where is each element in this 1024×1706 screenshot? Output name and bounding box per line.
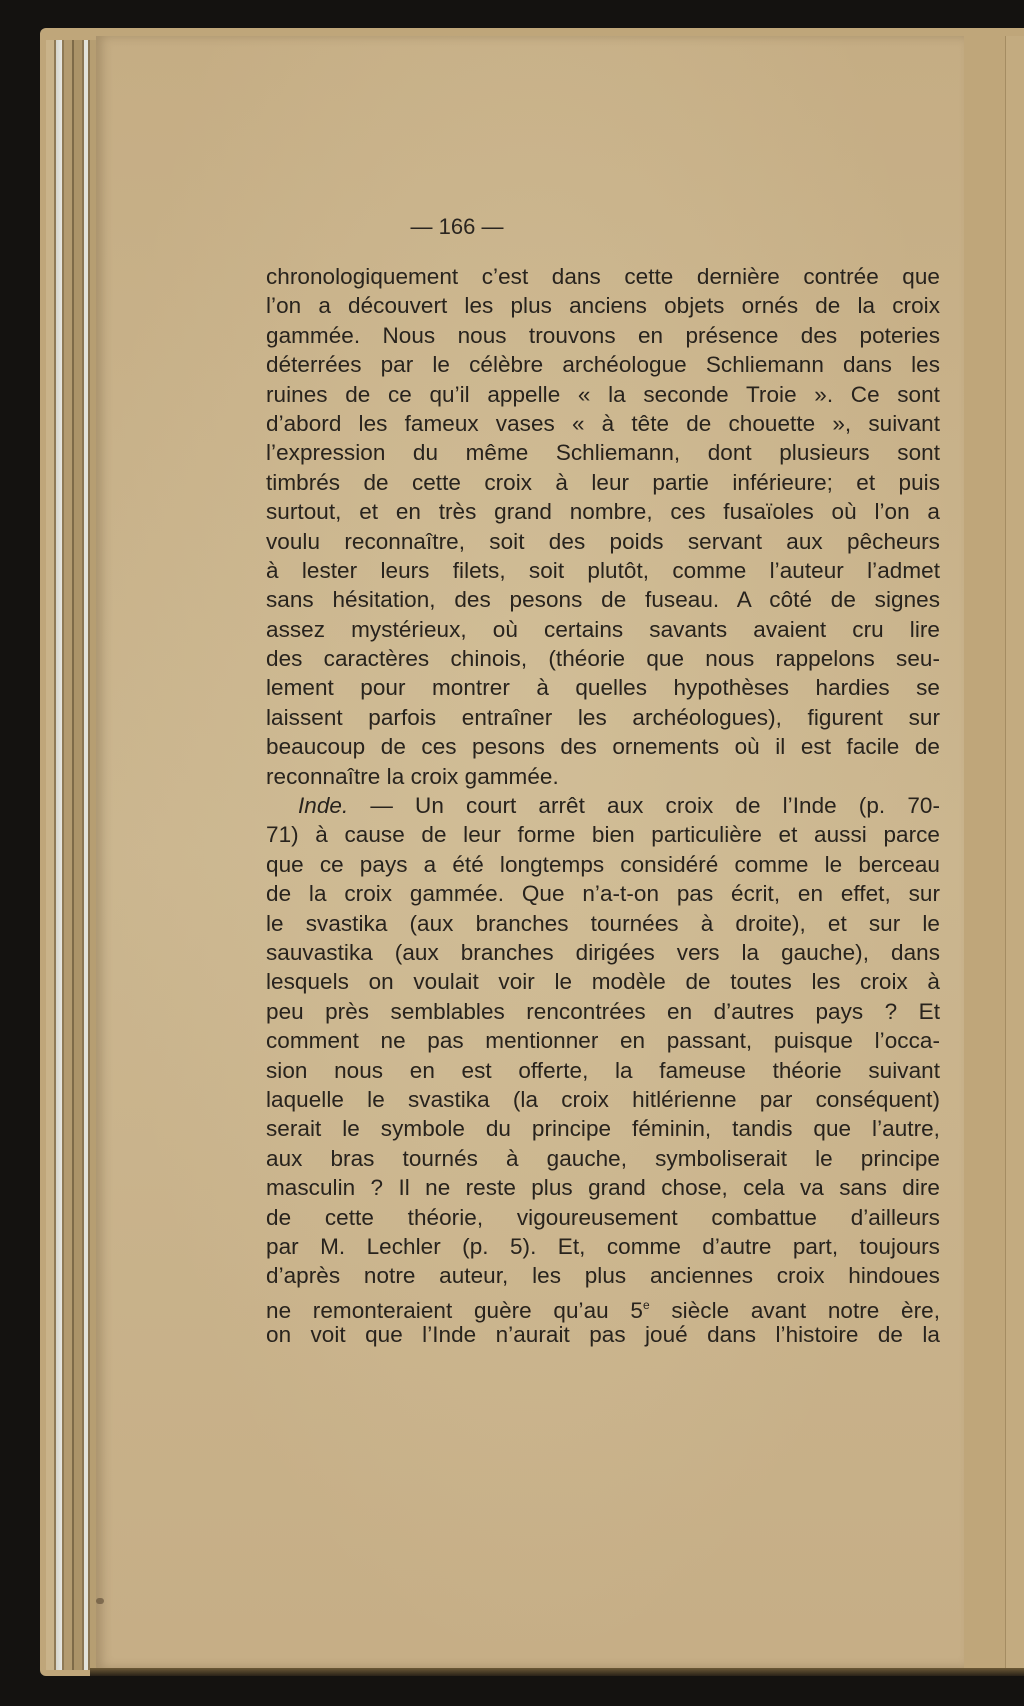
text-line: comment ne pas mentionner en passant, puisque l’occa- <box>266 1028 940 1054</box>
text-line: beaucoup de ces pesons des ornements où il est facile de <box>266 734 940 760</box>
text-line: d’après notre auteur, les plus anciennes croix hindoues <box>266 1263 940 1289</box>
superscript: e <box>642 1297 650 1312</box>
text-line: laquelle le svastika (la croix hitlérienne par conséquent) <box>266 1086 940 1112</box>
text-line: d’abord les fameux vases « à tête de chouette », suivant <box>266 410 940 436</box>
paper-blemish <box>96 1598 104 1604</box>
text-line: l’expression du même Schliemann, dont plusieurs sont <box>266 440 940 466</box>
body-text <box>266 262 940 1349</box>
text-line: lesquels on voulait voir le modèle de toutes les croix à <box>266 969 940 995</box>
inde-paragraph-first-line <box>266 791 940 820</box>
text-line: à lester leurs filets, soit plutôt, comme l’auteur l’admet <box>266 557 940 583</box>
text-line: sion nous en est offerte, la fameuse théorie suivant <box>266 1057 940 1083</box>
paragraph-2 <box>266 820 940 1290</box>
text-line: l’on a découvert les plus anciens objets ornés de la croix <box>266 293 940 319</box>
text-line: par M. Lechler (p. 5). Et, comme d’autre part, toujours <box>266 1233 940 1259</box>
text-line: lement pour montrer à quelles hypothèses hardies se <box>266 675 940 701</box>
text-line: des caractères chinois, (théorie que nous rappelons seu- <box>266 646 940 672</box>
text-line: — Un court arrêt aux croix de l’Inde (p. 70- <box>370 793 940 819</box>
text-line: ruines de ce qu’il appelle « la seconde Troie ». Ce sont <box>266 381 940 407</box>
text-line: laissent parfois entraîner les archéologues), figurent sur <box>266 704 940 730</box>
section-heading-inde: Inde. <box>298 793 349 819</box>
text-line: voulu reconnaître, soit des poids servant aux pêcheurs <box>266 528 940 554</box>
text-line: 71) à cause de leur forme bien particulière et aussi parce <box>266 822 940 848</box>
text-line: sans hésitation, des pesons de fuseau. A côté de signes <box>266 587 940 613</box>
page-number: — 166 — <box>410 214 504 239</box>
text-line: le svastika (aux branches tournées à droite), et sur le <box>266 910 940 936</box>
paragraph-1 <box>266 262 940 791</box>
text-line-century <box>266 1291 940 1323</box>
text-line: reconnaître la croix gammée. <box>266 763 559 789</box>
text-line: surtout, et en très grand nombre, ces fusaïoles où l’on a <box>266 499 940 525</box>
text-line: aux bras tournés à gauche, symboliserait le principe <box>266 1145 940 1171</box>
text-line: chronologiquement c’est dans cette dernière contrée que <box>266 264 940 289</box>
text-line: on voit que l’Inde n’aurait pas joué dans l’histoire de la <box>266 1322 940 1348</box>
text-line: que ce pays a été longtemps considéré comme le berceau <box>266 851 940 877</box>
text-line: peu près semblables rencontrées en d’autres pays ? Et <box>266 998 940 1024</box>
text-line: timbrés de cette croix à leur partie inférieure; et puis <box>266 469 940 495</box>
text-line: assez mystérieux, où certains savants avaient cru lire <box>266 616 940 642</box>
book-bottom-edge <box>90 1668 1024 1676</box>
text-line: masculin ? Il ne reste plus grand chose, cela va sans dire <box>266 1175 940 1201</box>
text-fragment: ne remonteraient guère qu’au 5 <box>266 1297 643 1323</box>
text-line: de la croix gammée. Que n’a-t-on pas écrit, en effet, sur <box>266 881 940 907</box>
text-fragment: siècle avant notre ère, <box>649 1297 940 1323</box>
text-line: gammée. Nous nous trouvons en présence des poteries <box>266 322 940 348</box>
text-line: sauvastika (aux branches dirigées vers la gauche), dans <box>266 939 940 965</box>
adjacent-page-edge <box>1005 36 1024 1676</box>
text-line: serait le symbole du principe féminin, tandis que l’autre, <box>266 1116 940 1142</box>
text-line: déterrées par le célèbre archéologue Schliemann dans les <box>266 352 940 378</box>
text-line: de cette théorie, vigoureusement combattue d’ailleurs <box>266 1204 940 1230</box>
